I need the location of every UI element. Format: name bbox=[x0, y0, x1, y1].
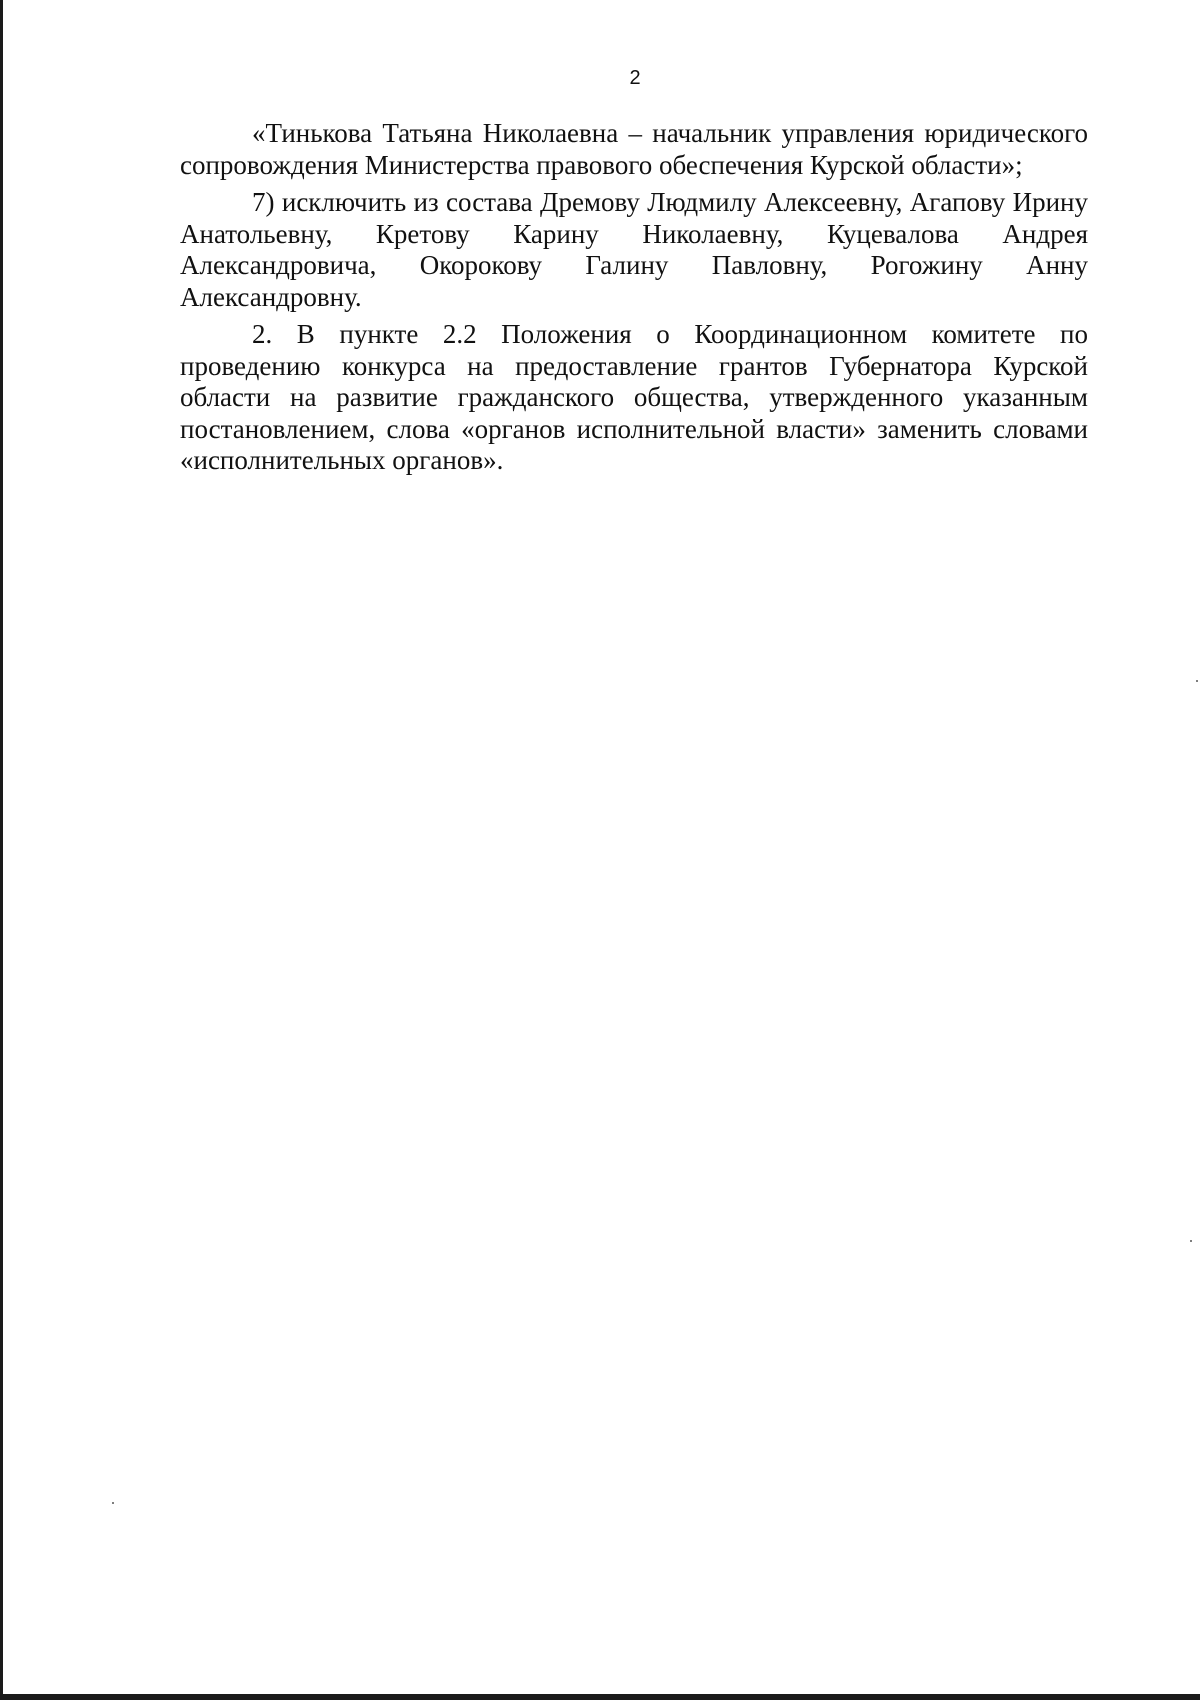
paragraph-amendment: 2. В пункте 2.2 Положения о Координационном комитете по проведению конкурса на предоставление грантов Губернатора Курской области на развитие гражданского общества, утвержденного указанным постановлением, слова «органов исполнительной власти» заменить словами «исполнительных органов». bbox=[180, 319, 1088, 475]
scan-bottom-edge bbox=[0, 1694, 1200, 1700]
document-body bbox=[180, 118, 1088, 483]
scan-speck bbox=[1190, 1240, 1192, 1242]
paragraph-exclusion: 7) исключить из состава Дремову Людмилу Алексеевну, Агапову Ирину Анатольевну, Кретову Карину Николаевну, Куцевалова Андрея Александровича, Окорокову Галину Павловну, Рогожину Анну Александровну. bbox=[180, 187, 1088, 312]
scan-speck bbox=[1196, 680, 1198, 682]
page-number: 2 bbox=[629, 67, 641, 89]
scan-speck bbox=[112, 1502, 114, 1504]
scan-left-edge bbox=[0, 0, 3, 1700]
paragraph-appointment: «Тинькова Татьяна Николаевна – начальник управления юридического сопровождения Министерства правового обеспечения Курской области»; bbox=[180, 118, 1088, 180]
